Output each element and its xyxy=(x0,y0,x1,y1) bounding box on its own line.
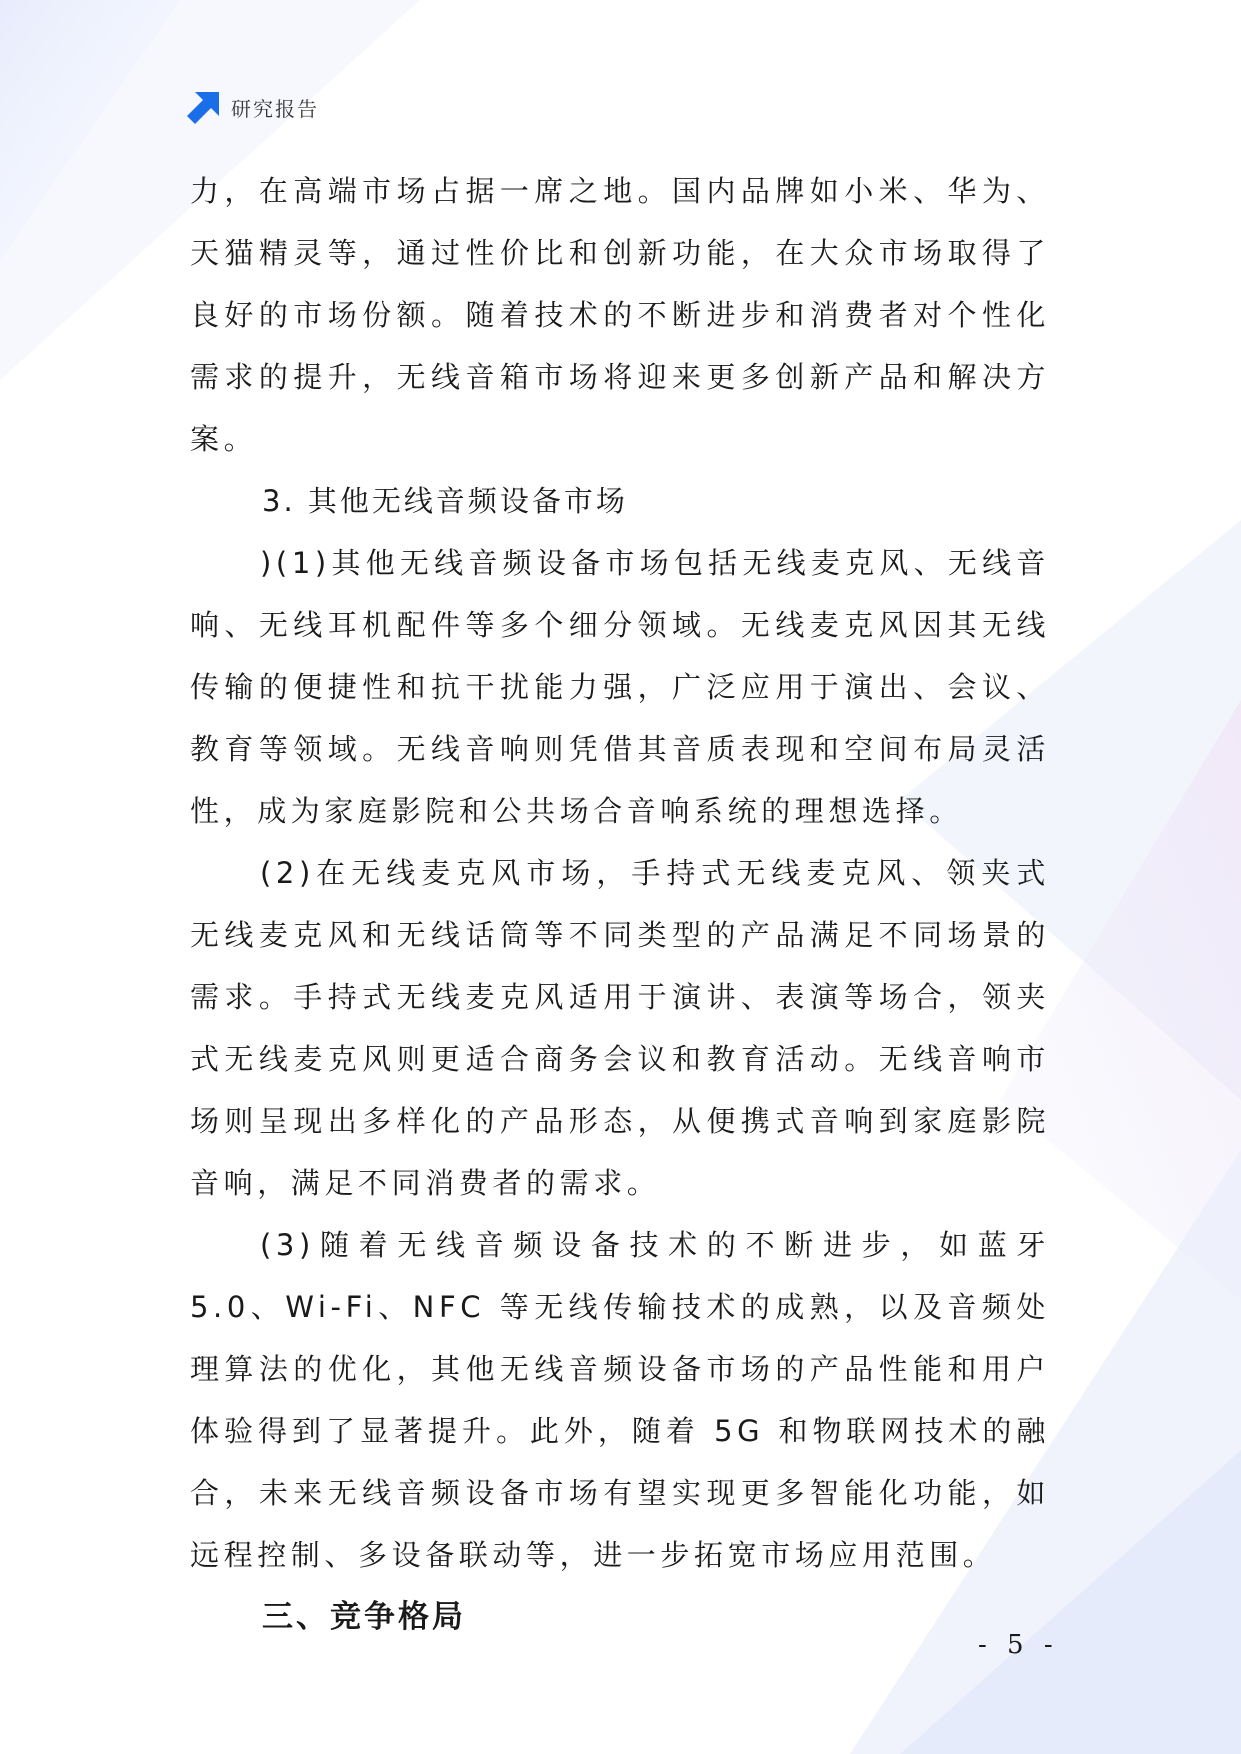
paragraph: (3)随着无线音频设备技术的不断进步，如蓝牙 5.0、Wi-Fi、NFC 等无线传输技术的成熟，以及音频处理算法的优化，其他无线音频设备市场的产品性能和用户体验得到了显著提升。此外，随着 5G 和物联网技术的融合，未来无线音频设备市场有望实现更多智能化功能，如远程控制、多设备联动等，进一步拓宽市场应用范围。 xyxy=(190,1228,1050,1572)
document-body xyxy=(190,160,1050,1648)
paragraph: )(1)其他无线音频设备市场包括无线麦克风、无线音响、无线耳机配件等多个细分领域。无线麦克风因其无线传输的便捷性和抗干扰能力强，广泛应用于演出、会议、教育等领域。无线音响则凭借其音质表现和空间布局灵活性，成为家庭影院和公共场合音响系统的理想选择。 xyxy=(190,546,1050,828)
report-header xyxy=(187,90,319,124)
paragraph: (2)在无线麦克风市场，手持式无线麦克风、领夹式无线麦克风和无线话筒等不同类型的产品满足不同场景的需求。手持式无线麦克风适用于演讲、表演等场合，领夹式无线麦克风则更适合商务会议和教育活动。无线音响市场则呈现出多样化的产品形态，从便携式音响到家庭影院音响，满足不同消费者的需求。 xyxy=(190,856,1050,1200)
paragraph: 力，在高端市场占据一席之地。国内品牌如小米、华为、天猫精灵等，通过性价比和创新功能，在大众市场取得了良好的市场份额。随着技术的不断进步和消费者对个性化需求的提升，无线音箱市场将迎来更多创新产品和解决方案。 xyxy=(190,174,1050,456)
page-number: - 5 - xyxy=(978,1630,1059,1660)
arrow-logo-icon xyxy=(187,90,221,124)
subsection-heading: 3. 其他无线音频设备市场 xyxy=(262,484,628,518)
section-heading: 三、竞争格局 xyxy=(262,1599,466,1635)
header-title: 研究报告 xyxy=(231,96,319,121)
